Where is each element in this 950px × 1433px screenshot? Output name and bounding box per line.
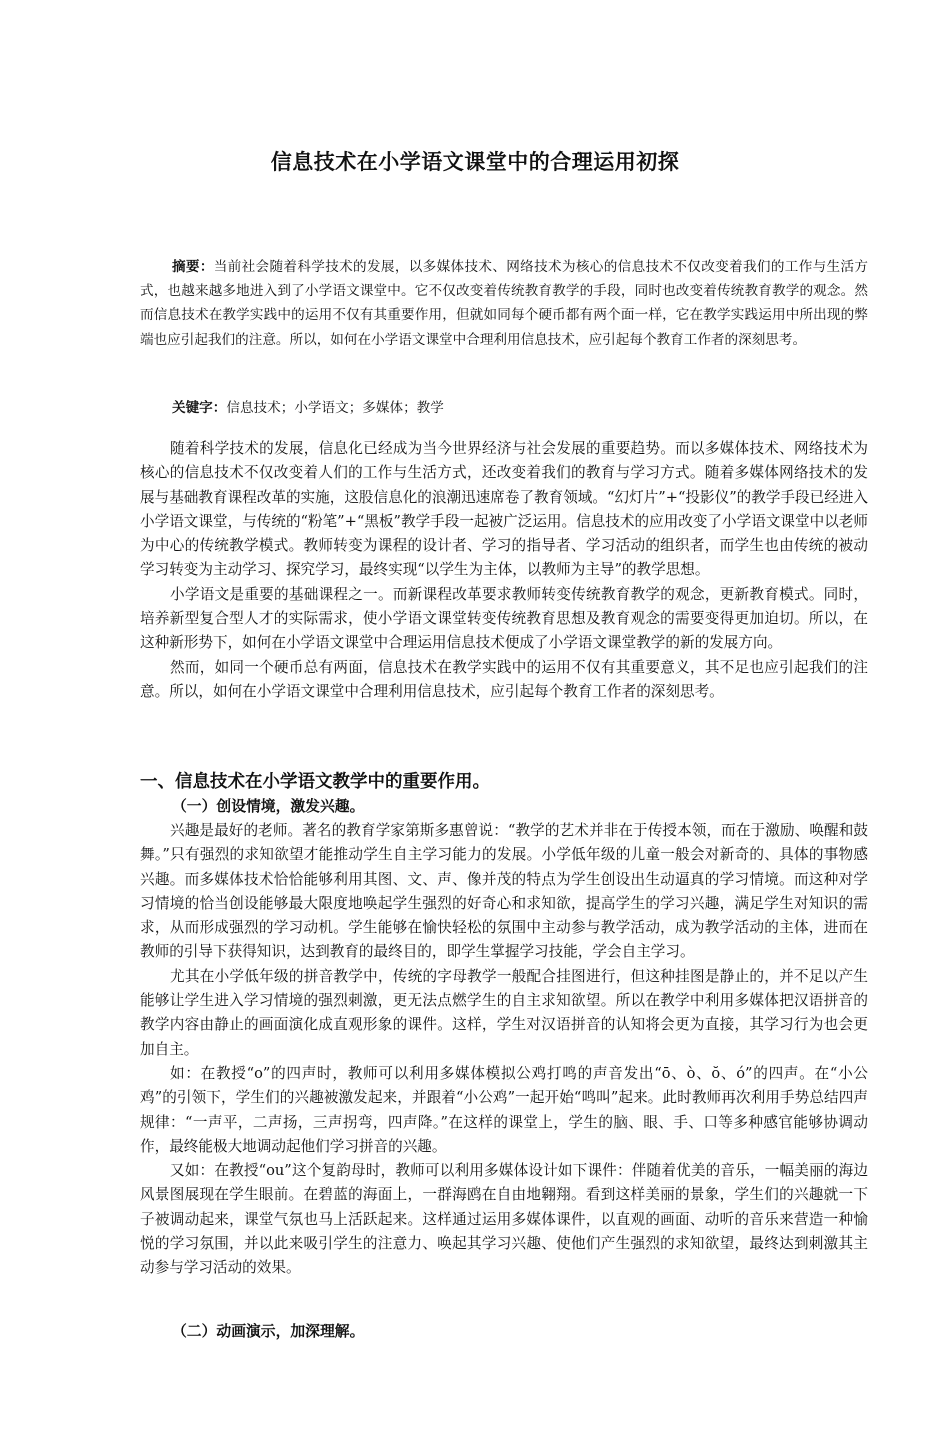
- keywords-label: 关键字：: [172, 400, 227, 416]
- intro-paragraph-2: 小学语文是重要的基础课程之一。而新课程改革要求教师转变传统教育教学的观念，更新教育模式。同时，培养新型复合型人才的实际需求，使小学语文课堂转变传统教育思想及教育观念的需要变得更加迫切。所以，在这种新形势下，如何在小学语文课堂中合理运用信息技术便成了小学语文课堂教学的新的发展方向。: [140, 585, 868, 652]
- intro-section: [140, 437, 868, 704]
- section-1-heading: 一、信息技术在小学语文教学中的重要作用。: [140, 772, 490, 792]
- intro-paragraph-3: 然而，如同一个硬币总有两面，信息技术在教学实践中的运用不仅有其重要意义，其不足也应引起我们的注意。所以，如何在小学语文课堂中合理利用信息技术，应引起每个教育工作者的深刻思考。: [140, 658, 868, 700]
- subsection-1-heading: （一）创设情境，激发兴趣。: [172, 798, 365, 815]
- abstract-label: 摘要：: [172, 259, 214, 275]
- keywords: [172, 396, 444, 420]
- subsection-1-paragraph-4: 又如：在教授“ou”这个复韵母时，教师可以利用多媒体设计如下课件：伴随着优美的音乐，一幅美丽的海边风景图展现在学生眼前。在碧蓝的海面上，一群海鸥在自由地翱翔。看到这样美丽的景象，学生们的兴趣就一下子被调动起来，课堂气氛也马上活跃起来。这样通过运用多媒体课件，以直观的画面、动听的音乐来营造一种愉悦的学习氛围，并以此来吸引学生的注意力、唤起其学习兴趣、使他们产生强烈的求知欲望，最终达到刺激其主动参与学习活动的效果。: [140, 1162, 868, 1277]
- abstract-text: 当前社会随着科学技术的发展，以多媒体技术、网络技术为核心的信息技术不仅改变着我们的工作与生活方式，也越来越多地进入到了小学语文课堂中。它不仅改变着传统教育教学的手段，同时也改变着传统教育教学的观念。然而信息技术在教学实践中的运用不仅有其重要作用，但就如同每个硬币都有两个面一样，它在教学实践运用中所出现的弊端也应引起我们的注意。所以，如何在小学语文课堂中合理利用信息技术，应引起每个教育工作者的深刻思考。: [140, 259, 868, 348]
- subsection-1-body: [140, 819, 868, 1281]
- subsection-1-paragraph-2: 尤其在小学低年级的拼音教学中，传统的字母教学一般配合挂图进行，但这种挂图是静止的，并不足以产生能够让学生进入学习情境的强烈刺激，更无法点燃学生的自主求知欲望。所以在教学中利用多媒体把汉语拼音的教学内容由静止的画面演化成直观形象的课件。这样，学生对汉语拼音的认知将会更为直接，其学习行为也会更加自主。: [140, 967, 868, 1058]
- abstract: [140, 255, 868, 352]
- subsection-1-paragraph-3: 如：在教授“o”的四声时，教师可以利用多媒体模拟公鸡打鸣的声音发出“ō、ò、ŏ、ó”的四声。在“小公鸡”的引领下，学生们的兴趣被激发起来，并跟着“小公鸡”一起开始“鸣叫”起来。此时教师再次利用手势总结四声规律：“一声平，二声扬，三声拐弯，四声降。”在这样的课堂上，学生的脑、眼、手、口等多种感官能够协调动作，最终能极大地调动起他们学习拼音的兴趣。: [140, 1064, 868, 1155]
- intro-paragraph-1: 随着科学技术的发展，信息化已经成为当今世界经济与社会发展的重要趋势。而以多媒体技术、网络技术为核心的信息技术不仅改变着人们的工作与生活方式，还改变着我们的教育与学习方式。随着多媒体网络技术的发展与基础教育课程改革的实施，这股信息化的浪潮迅速席卷了教育领域。“幻灯片”+“投影仪”的教学手段已经进入小学语文课堂，与传统的“粉笔”+“黑板”教学手段一起被广泛运用。信息技术的应用改变了小学语文课堂中以老师为中心的传统教学模式。教师转变为课程的设计者、学习的指导者、学习活动的组织者，而学生也由传统的被动学习转变为主动学习、探究学习，最终实现“以学生为主体，以教师为主导”的教学思想。: [140, 440, 868, 579]
- subsection-2-heading: （二）动画演示，加深理解。: [172, 1323, 365, 1340]
- keywords-text: 信息技术；小学语文；多媒体；教学: [226, 400, 444, 416]
- subsection-1-paragraph-1: 兴趣是最好的老师。著名的教育学家第斯多惠曾说：“教学的艺术并非在于传授本领，而在于激励、唤醒和鼓舞。”只有强烈的求知欲望才能推动学生自主学习能力的发展。小学低年级的儿童一般会对新奇的、具体的事物感兴趣。而多媒体技术恰恰能够利用其图、文、声、像并茂的特点为学生创设出生动逼真的学习情境。而这种对学习情境的恰当创设能够最大限度地唤起学生强烈的好奇心和求知欲，提高学生的学习兴趣，满足学生对知识的需求，从而形成强烈的学习动机。学生能够在愉快轻松的氛围中主动参与教学活动，成为教学活动的主体，进而在教师的引导下获得知识，达到教育的最终目的，即学生掌握学习技能，学会自主学习。: [140, 822, 868, 961]
- document-title: 信息技术在小学语文课堂中的合理运用初探: [270, 150, 680, 174]
